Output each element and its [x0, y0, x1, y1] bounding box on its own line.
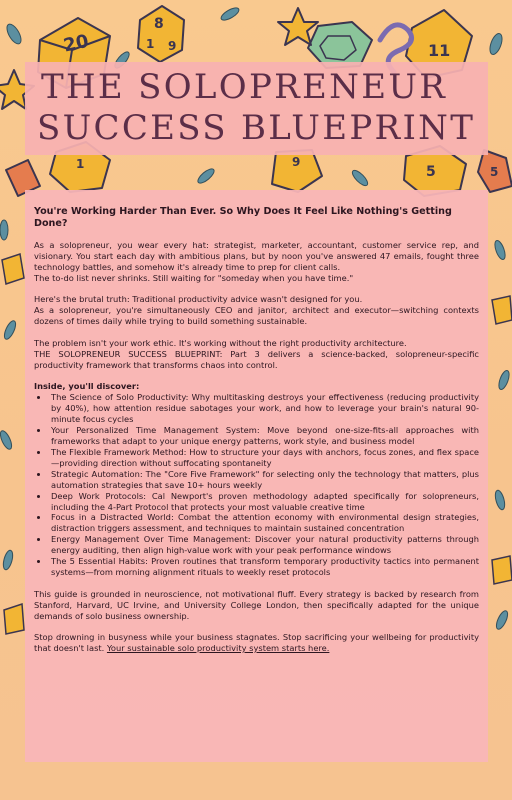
feature-list [34, 392, 479, 578]
leaf-icon [219, 6, 240, 23]
leaf-icon [196, 167, 216, 186]
intro-paragraph [34, 240, 479, 284]
leaf-icon [0, 429, 14, 451]
leaf-icon [488, 32, 505, 56]
leaf-icon [497, 369, 511, 391]
list-item: • The Flexible Framework Method: How to structure your days with anchors, focus zones, and flex space—providing direction without suffocating spontaneity [49, 447, 479, 469]
leaf-icon [494, 609, 510, 631]
description-panel [25, 190, 488, 762]
truth-text: Here's the brutal truth: Traditional productivity advice wasn't designed for you. [34, 294, 363, 305]
problem-text: The problem isn't your work ethic. It's working without the right productivity architecture. [34, 337, 407, 348]
d6-die-icon [492, 296, 512, 324]
title-banner [25, 62, 488, 155]
truth-text: As a solopreneur, you're simultaneously CEO and janitor, architect and executor—switching contexts dozens of times daily while trying to build something sustainable. [34, 305, 479, 327]
list-item: • The Science of Solo Productivity: Why multitasking destroys your effectiveness (reducing productivity by 40%), how attention residue sabotages your work, and how to leverage your brain's natural 90-minute focus cycles [49, 392, 479, 425]
closing-text: Stop drowning in busyness while your business stagnates. Stop sacrificing your wellbeing for productivity that doesn't last. [34, 632, 479, 653]
d6-die-icon [4, 604, 24, 634]
leaf-icon [2, 319, 18, 341]
die-number: 5 [490, 165, 499, 179]
title-line-1: THE SOLOPRENEUR [41, 67, 448, 107]
intro-text: The to-do list never shrinks. Still waiting for "someday when you have time." [34, 272, 354, 283]
die-number: 11 [428, 41, 451, 60]
problem-text: THE SOLOPRENEUR SUCCESS BLUEPRINT: Part 3 delivers a science-backed, solopreneur-specific productivity framework that transforms chaos into control. [34, 348, 479, 370]
die-number: 9 [168, 39, 177, 53]
description-content [34, 206, 479, 664]
closing-paragraph [34, 632, 479, 654]
list-item: • Focus in a Distracted World: Combat the attention economy with environmental design strategies, distraction triggers assessment, and techniques to maintain sustained concentration [49, 512, 479, 534]
list-item: • The 5 Essential Habits: Proven routines that transform temporary productivity tactics into permanent systems—from morning alignment rituals to weekly reset protocols [49, 556, 479, 578]
die-number: 5 [426, 164, 436, 180]
inside-label: Inside, you'll discover: [34, 381, 140, 392]
list-item: • Your Personalized Time Management System: Move beyond one-size-fits-all approaches with frameworks that adapt to your unique energy patterns, work style, and business model [49, 425, 479, 447]
leaf-icon [4, 22, 24, 46]
list-item: • Deep Work Protocols: Cal Newport's proven methodology adapted specifically for solopreneurs, including the 4-Part Protocol that protects your most valuable creative time [49, 491, 479, 513]
title-line-2: SUCCESS BLUEPRINT [37, 108, 476, 148]
leaf-icon [0, 220, 8, 240]
truth-paragraph [34, 294, 479, 327]
list-item: • Strategic Automation: The "Core Five Framework" for selecting only the technology that matters, plus automation strategies that save 10+ hours weekly [49, 469, 479, 491]
problem-paragraph [34, 338, 479, 371]
leaf-icon [494, 489, 507, 510]
die-number: 9 [292, 155, 301, 169]
grounded-paragraph: This guide is grounded in neuroscience, not motivational fluff. Every strategy is backed by research from Stanford, Harvard, UC Irvine, and University College London, then specifically adapted for the unique demands of solo business ownership. [34, 588, 479, 621]
die-number: 1 [146, 37, 155, 51]
intro-text: As a solopreneur, you wear every hat: strategist, marketer, accountant, customer service rep, and visionary. You start each day with ambitious plans, but by noon you've answered 47 emails, fought three technology battles, and somehow it's already time to prep for client calls. [34, 240, 479, 272]
content-heading: You're Working Harder Than Ever. So Why Does It Feel Like Nothing's Getting Done? [34, 206, 452, 229]
list-item: • Energy Management Over Time Management: Discover your natural productivity patterns through energy auditing, then align high-value work with your peak performance windows [49, 534, 479, 556]
d6-die-icon [2, 254, 24, 284]
closing-link[interactable]: Your sustainable solo productivity system starts here. [106, 643, 330, 653]
leaf-icon [350, 168, 370, 188]
d6-die-icon [492, 556, 512, 584]
die-number: 1 [76, 157, 85, 171]
leaf-icon [2, 549, 15, 570]
die-number: 8 [154, 16, 164, 32]
leaf-icon [493, 239, 507, 261]
d8-die-icon [138, 6, 184, 62]
die-number: 20 [61, 30, 91, 57]
